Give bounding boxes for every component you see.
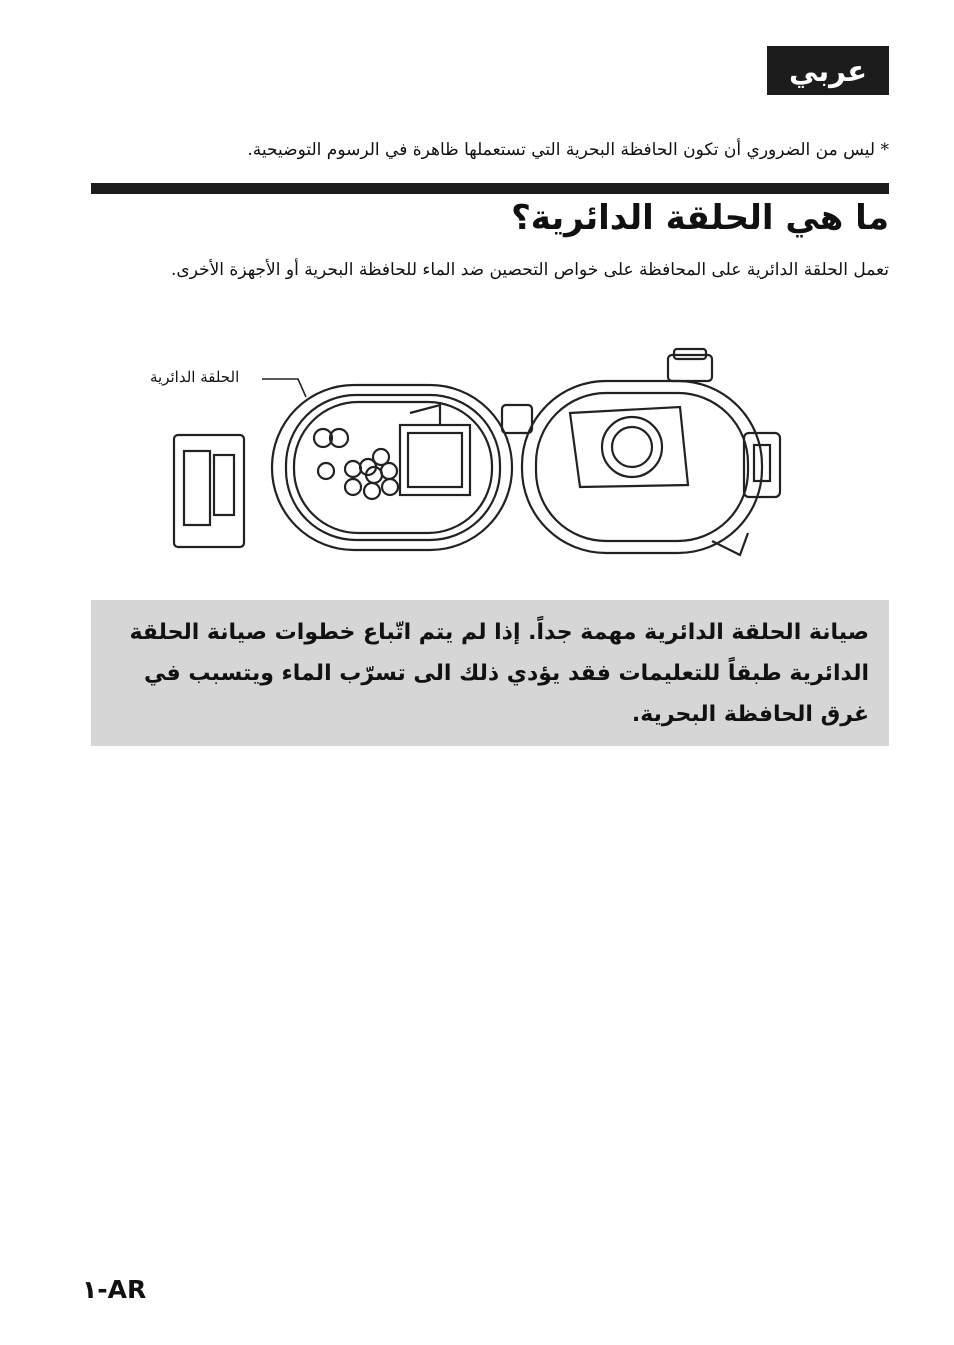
section-divider	[91, 183, 889, 194]
o-ring-callout-label: الحلقة الدائرية	[150, 368, 240, 386]
illustration-note: * ليس من الضروري أن تكون الحافظة البحرية التي تستعملها ظاهرة في الرسوم التوضيحية.	[247, 140, 889, 160]
section-title: ما هي الحلقة الدائرية؟	[511, 198, 889, 238]
warning-box	[91, 600, 889, 746]
page-number: ١-AR	[82, 1275, 147, 1304]
warning-text: صيانة الحلقة الدائرية مهمة جداً. إذا لم يتم اتّباع خطوات صيانة الحلقة الدائرية طبقاً للتعليمات فقد يؤدي ذلك الى تسرّب الماء ويتسبب في غرق الحافظة البحرية.	[129, 620, 869, 727]
front-shell	[522, 381, 762, 553]
language-tab: عربي	[767, 46, 889, 95]
section-body: تعمل الحلقة الدائرية على المحافظة على خواص التحصين ضد الماء للحافظة البحرية أو الأجهزة الأخرى.	[171, 260, 889, 280]
rear-shell	[272, 385, 512, 550]
lcd-window	[400, 425, 470, 495]
